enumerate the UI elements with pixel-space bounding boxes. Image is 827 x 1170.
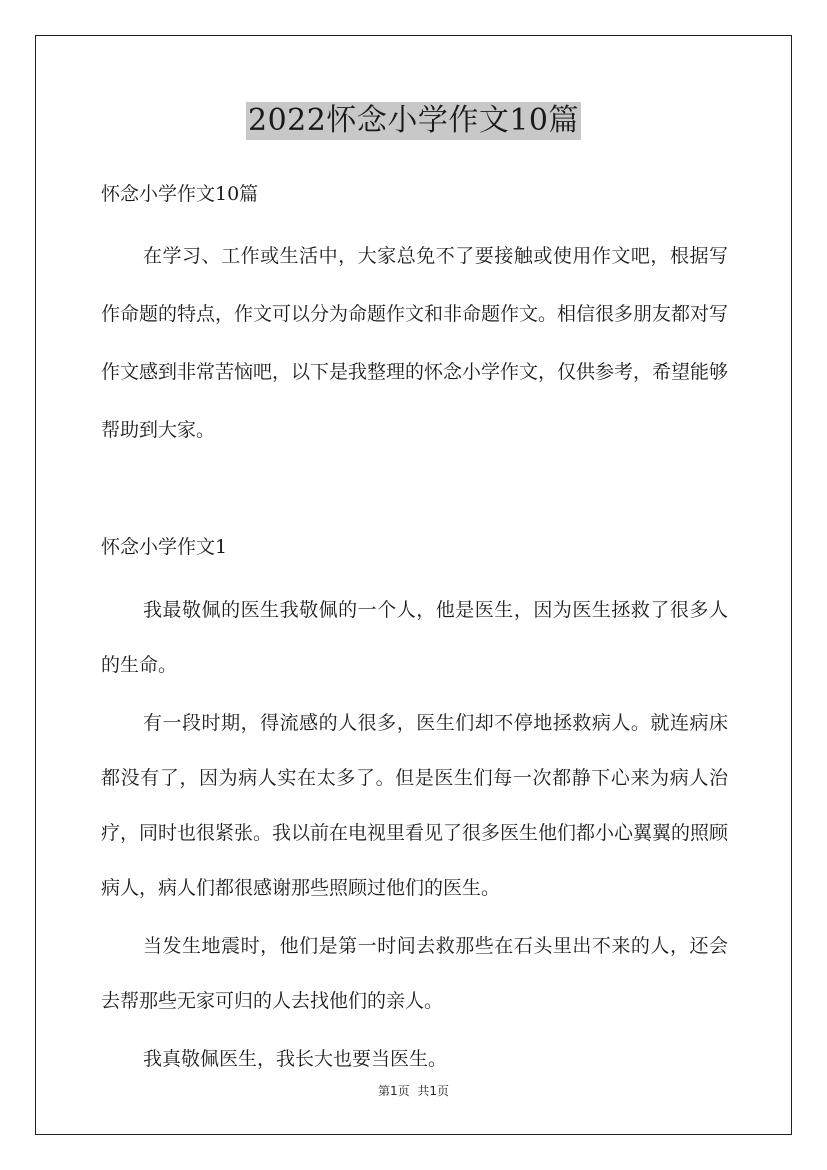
- document-body: [101, 176, 728, 1087]
- page-footer: [0, 1082, 827, 1099]
- page-number: 第1页: [377, 1084, 410, 1098]
- body-paragraph-4: 我真敬佩医生，我长大也要当医生。: [143, 1048, 448, 1070]
- body-paragraph-2: 有一段时期，得流感的人很多，医生们却不停地拯救病人。就连病床都没有了，因为病人实在太多了。但是医生们每一次都静下心来为病人治疗，同时也很紧张。我以前在电视里看见了很多医生他们都小心翼翼的照顾病人，病人们都很感谢那些照顾过他们的医生。: [101, 712, 729, 899]
- body-paragraph-1: 我最敬佩的医生我敬佩的一个人，他是医生，因为医生拯救了很多人的生命。: [101, 599, 728, 676]
- intro-paragraph: 在学习、工作或生活中，大家总免不了要接触或使用作文吧，根据写作命题的特点，作文可以分为命题作文和非命题作文。相信很多朋友都对写作文感到非常苦恼吧，以下是我整理的怀念小学作文，仅供参考，希望能够帮助到大家。: [101, 245, 729, 441]
- document-subtitle: 怀念小学作文10篇: [101, 183, 259, 205]
- section-heading: 怀念小学作文1: [101, 536, 228, 558]
- page-total: 共1页: [417, 1084, 450, 1098]
- body-paragraph-3: 当发生地震时，他们是第一时间去救那些在石头里出不来的人，还会去帮那些无家可归的人去找他们的亲人。: [101, 935, 728, 1012]
- document-title: 2022怀念小学作文10篇: [247, 103, 580, 138]
- title-container: [0, 102, 827, 140]
